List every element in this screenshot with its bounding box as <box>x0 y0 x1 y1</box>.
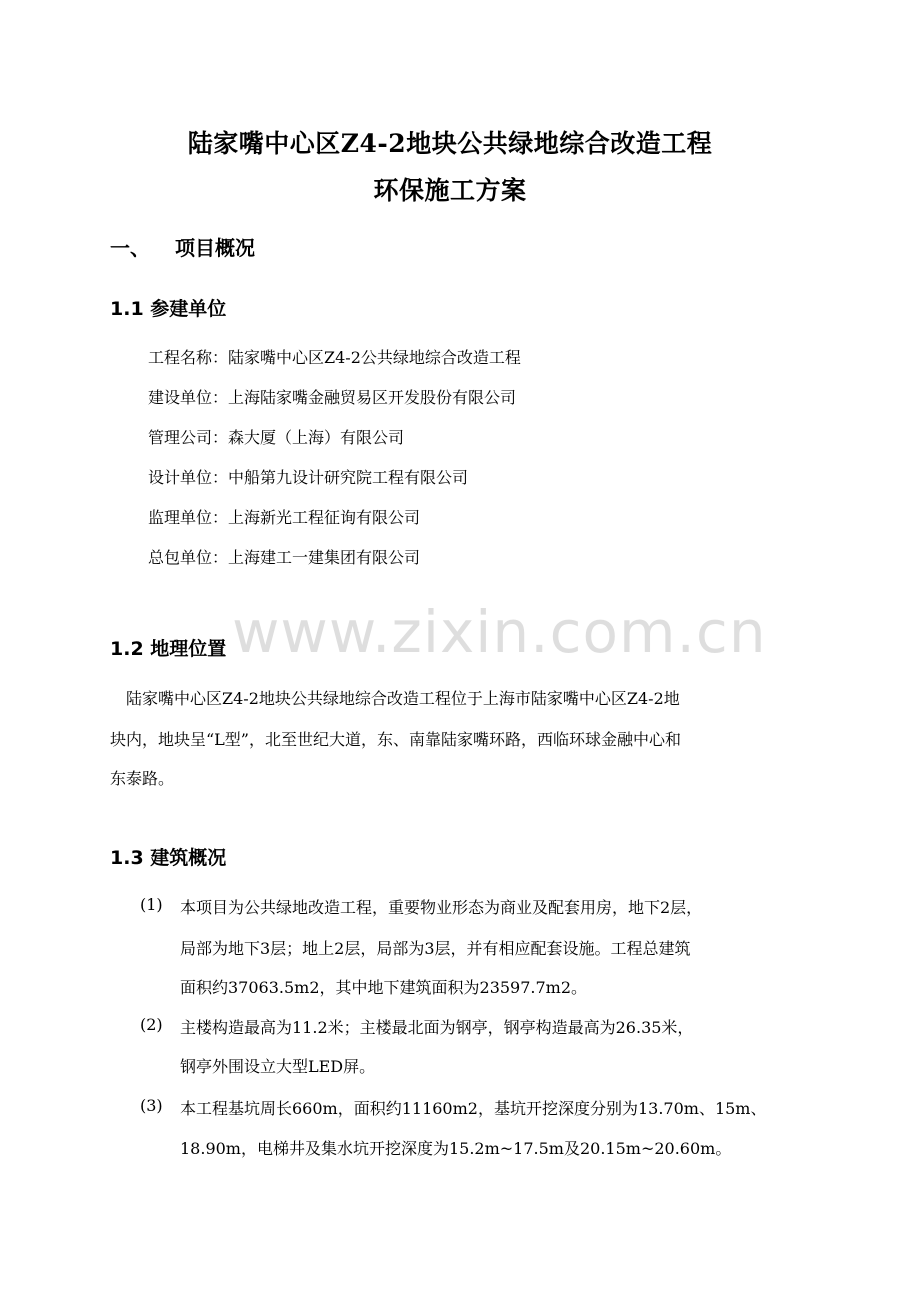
list-item-line: 18.90m，电梯井及集水坑开挖深度为15.2m~17.5m及20.15m~20.60m。 <box>180 1139 732 1158</box>
participant-row: 工程名称：陆家嘴中心区Z4-2公共绿地综合改造工程 <box>148 348 521 367</box>
participant-row: 监理单位：上海新光工程征询有限公司 <box>148 508 421 527</box>
location-paragraph-line: 陆家嘴中心区Z4-2地块公共绿地综合改造工程位于上海市陆家嘴中心区Z4-2地 <box>126 689 680 708</box>
list-item-line: 局部为地下3层；地上2层，局部为3层，并有相应配套设施。工程总建筑 <box>180 939 691 958</box>
subsection-1-2-heading: 1.2 地理位置 <box>110 638 227 660</box>
list-item-line: 主楼构造最高为11.2米；主楼最北面为钢亭，钢亭构造最高为26.35米， <box>180 1018 694 1037</box>
subsection-1-3-heading: 1.3 建筑概况 <box>110 847 227 869</box>
document-title-line1: 陆家嘴中心区Z4-2地块公共绿地综合改造工程 <box>187 129 713 158</box>
list-item-line: 面积约37063.5m2，其中地下建筑面积为23597.7m2。 <box>180 978 588 997</box>
list-item-line: 本工程基坑周长660m，面积约11160m2，基坑开挖深度分别为13.70m、15m、 <box>180 1099 767 1118</box>
participant-row: 建设单位：上海陆家嘴金融贸易区开发股份有限公司 <box>148 388 517 407</box>
list-item-number: (2) <box>140 1015 163 1034</box>
list-item-number: (3) <box>140 1096 163 1115</box>
participant-row: 总包单位：上海建工一建集团有限公司 <box>148 548 421 567</box>
document-title-line2: 环保施工方案 <box>373 176 527 205</box>
location-paragraph-line: 东泰路。 <box>110 769 175 788</box>
list-item-line: 钢亭外围设立大型LED屏。 <box>180 1057 376 1076</box>
watermark: www.zixin.com.cn <box>232 598 767 666</box>
list-item-line: 本项目为公共绿地改造工程，重要物业形态为商业及配套用房，地下2层， <box>180 898 703 917</box>
participant-row: 设计单位：中船第九设计研究院工程有限公司 <box>148 468 469 487</box>
participant-row: 管理公司：森大厦（上海）有限公司 <box>148 428 405 447</box>
section1-title: 项目概况 <box>175 236 255 260</box>
subsection-1-1-heading: 1.1 参建单位 <box>110 298 227 320</box>
list-item-number: (1) <box>140 895 163 914</box>
section1-number: 一、 <box>110 236 150 260</box>
location-paragraph-line: 块内，地块呈“L型”，北至世纪大道，东、南靠陆家嘴环路，西临环球金融中心和 <box>110 730 681 749</box>
